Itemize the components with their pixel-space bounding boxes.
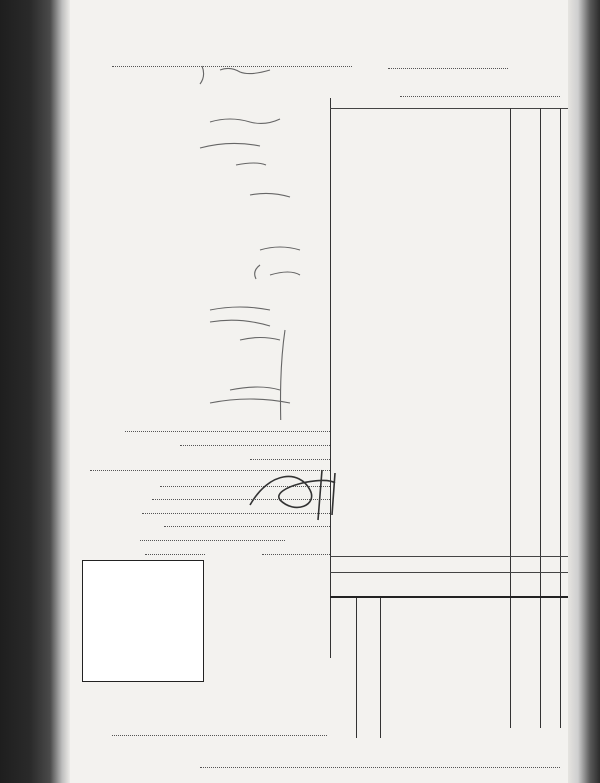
section-line — [262, 554, 330, 555]
lot-diagram-box — [82, 560, 204, 682]
total-debit-rule-top — [330, 572, 568, 573]
remarks-line — [112, 735, 327, 736]
pallbearers-line — [200, 767, 560, 768]
order-line — [400, 96, 560, 97]
ledger-rule — [330, 556, 568, 557]
right-top-rule — [330, 108, 568, 109]
page-right-edge — [568, 0, 600, 783]
credits-rule — [330, 596, 568, 598]
lot-line — [145, 554, 205, 555]
credit-day-col — [380, 598, 381, 738]
signature-scribble — [240, 465, 390, 525]
body-shipped-line — [180, 445, 330, 446]
cents-divider — [540, 108, 541, 728]
address-line — [125, 431, 330, 432]
column-divider — [330, 98, 331, 658]
binding-edge — [0, 0, 70, 783]
date-line — [388, 68, 508, 69]
handles-line — [164, 526, 330, 527]
credit-month-col — [356, 598, 357, 738]
extra-divider — [560, 108, 561, 728]
interment-line — [140, 540, 285, 541]
size-style-line — [250, 459, 330, 460]
amount-divider — [510, 108, 511, 728]
handwriting-marks — [150, 60, 330, 420]
